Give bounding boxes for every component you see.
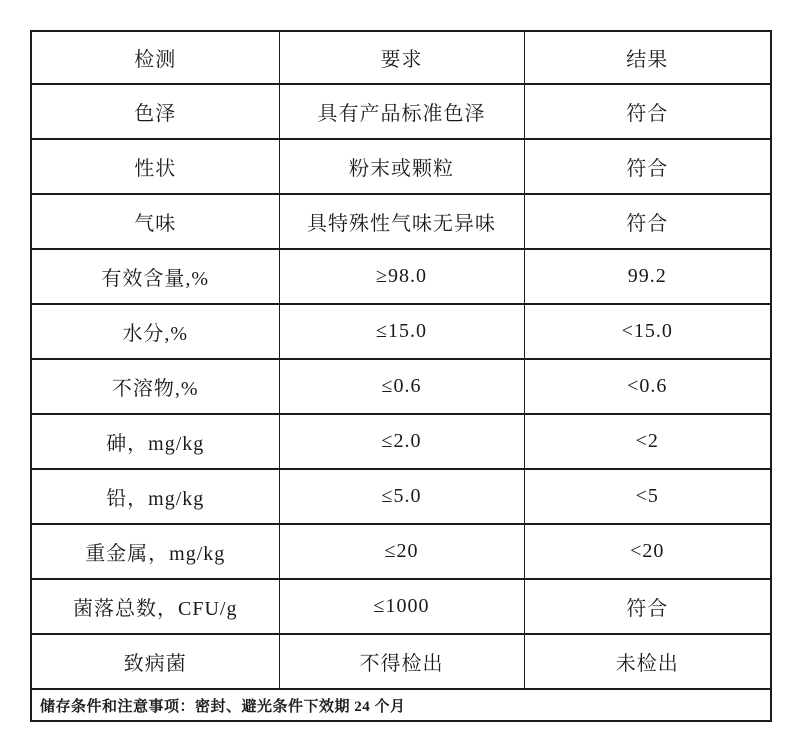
table-header [31, 31, 771, 84]
test-cell: 铅，mg/kg [31, 469, 279, 524]
test-cell: 菌落总数，CFU/g [31, 579, 279, 634]
table-row [31, 194, 771, 249]
result-cell: 符合 [524, 139, 771, 194]
footer-row [31, 689, 771, 721]
requirement-cell: ≤20 [279, 524, 524, 579]
test-cell: 重金属，mg/kg [31, 524, 279, 579]
table-row [31, 249, 771, 304]
table-row [31, 304, 771, 359]
table-row [31, 634, 771, 689]
result-cell: 符合 [524, 84, 771, 139]
result-cell: 符合 [524, 579, 771, 634]
table-row [31, 414, 771, 469]
test-cell: 不溶物,% [31, 359, 279, 414]
storage-note: 储存条件和注意事项：密封、避光条件下效期 24 个月 [31, 689, 771, 721]
inspection-table [30, 30, 772, 722]
result-cell: <5 [524, 469, 771, 524]
result-cell: <20 [524, 524, 771, 579]
test-cell: 水分,% [31, 304, 279, 359]
table-row [31, 139, 771, 194]
table-row [31, 524, 771, 579]
table-row [31, 84, 771, 139]
result-cell: <0.6 [524, 359, 771, 414]
test-cell: 致病菌 [31, 634, 279, 689]
requirement-cell: ≥98.0 [279, 249, 524, 304]
table-row [31, 469, 771, 524]
requirement-cell: ≤1000 [279, 579, 524, 634]
requirement-cell: ≤15.0 [279, 304, 524, 359]
header-cell-result: 结果 [524, 31, 771, 84]
result-cell: 符合 [524, 194, 771, 249]
requirement-cell: 具特殊性气味无异味 [279, 194, 524, 249]
header-cell-test: 检测 [31, 31, 279, 84]
header-cell-requirement: 要求 [279, 31, 524, 84]
result-cell: 未检出 [524, 634, 771, 689]
requirement-cell: ≤2.0 [279, 414, 524, 469]
test-cell: 砷，mg/kg [31, 414, 279, 469]
test-cell: 色泽 [31, 84, 279, 139]
table-row [31, 359, 771, 414]
test-cell: 有效含量,% [31, 249, 279, 304]
result-cell: <2 [524, 414, 771, 469]
test-cell: 气味 [31, 194, 279, 249]
table-body [31, 84, 771, 689]
inspection-report [30, 30, 770, 722]
requirement-cell: ≤0.6 [279, 359, 524, 414]
result-cell: <15.0 [524, 304, 771, 359]
test-cell: 性状 [31, 139, 279, 194]
requirement-cell: 具有产品标准色泽 [279, 84, 524, 139]
requirement-cell: 不得检出 [279, 634, 524, 689]
header-row [31, 31, 771, 84]
result-cell: 99.2 [524, 249, 771, 304]
requirement-cell: 粉末或颗粒 [279, 139, 524, 194]
requirement-cell: ≤5.0 [279, 469, 524, 524]
table-footer [31, 689, 771, 721]
table-row [31, 579, 771, 634]
